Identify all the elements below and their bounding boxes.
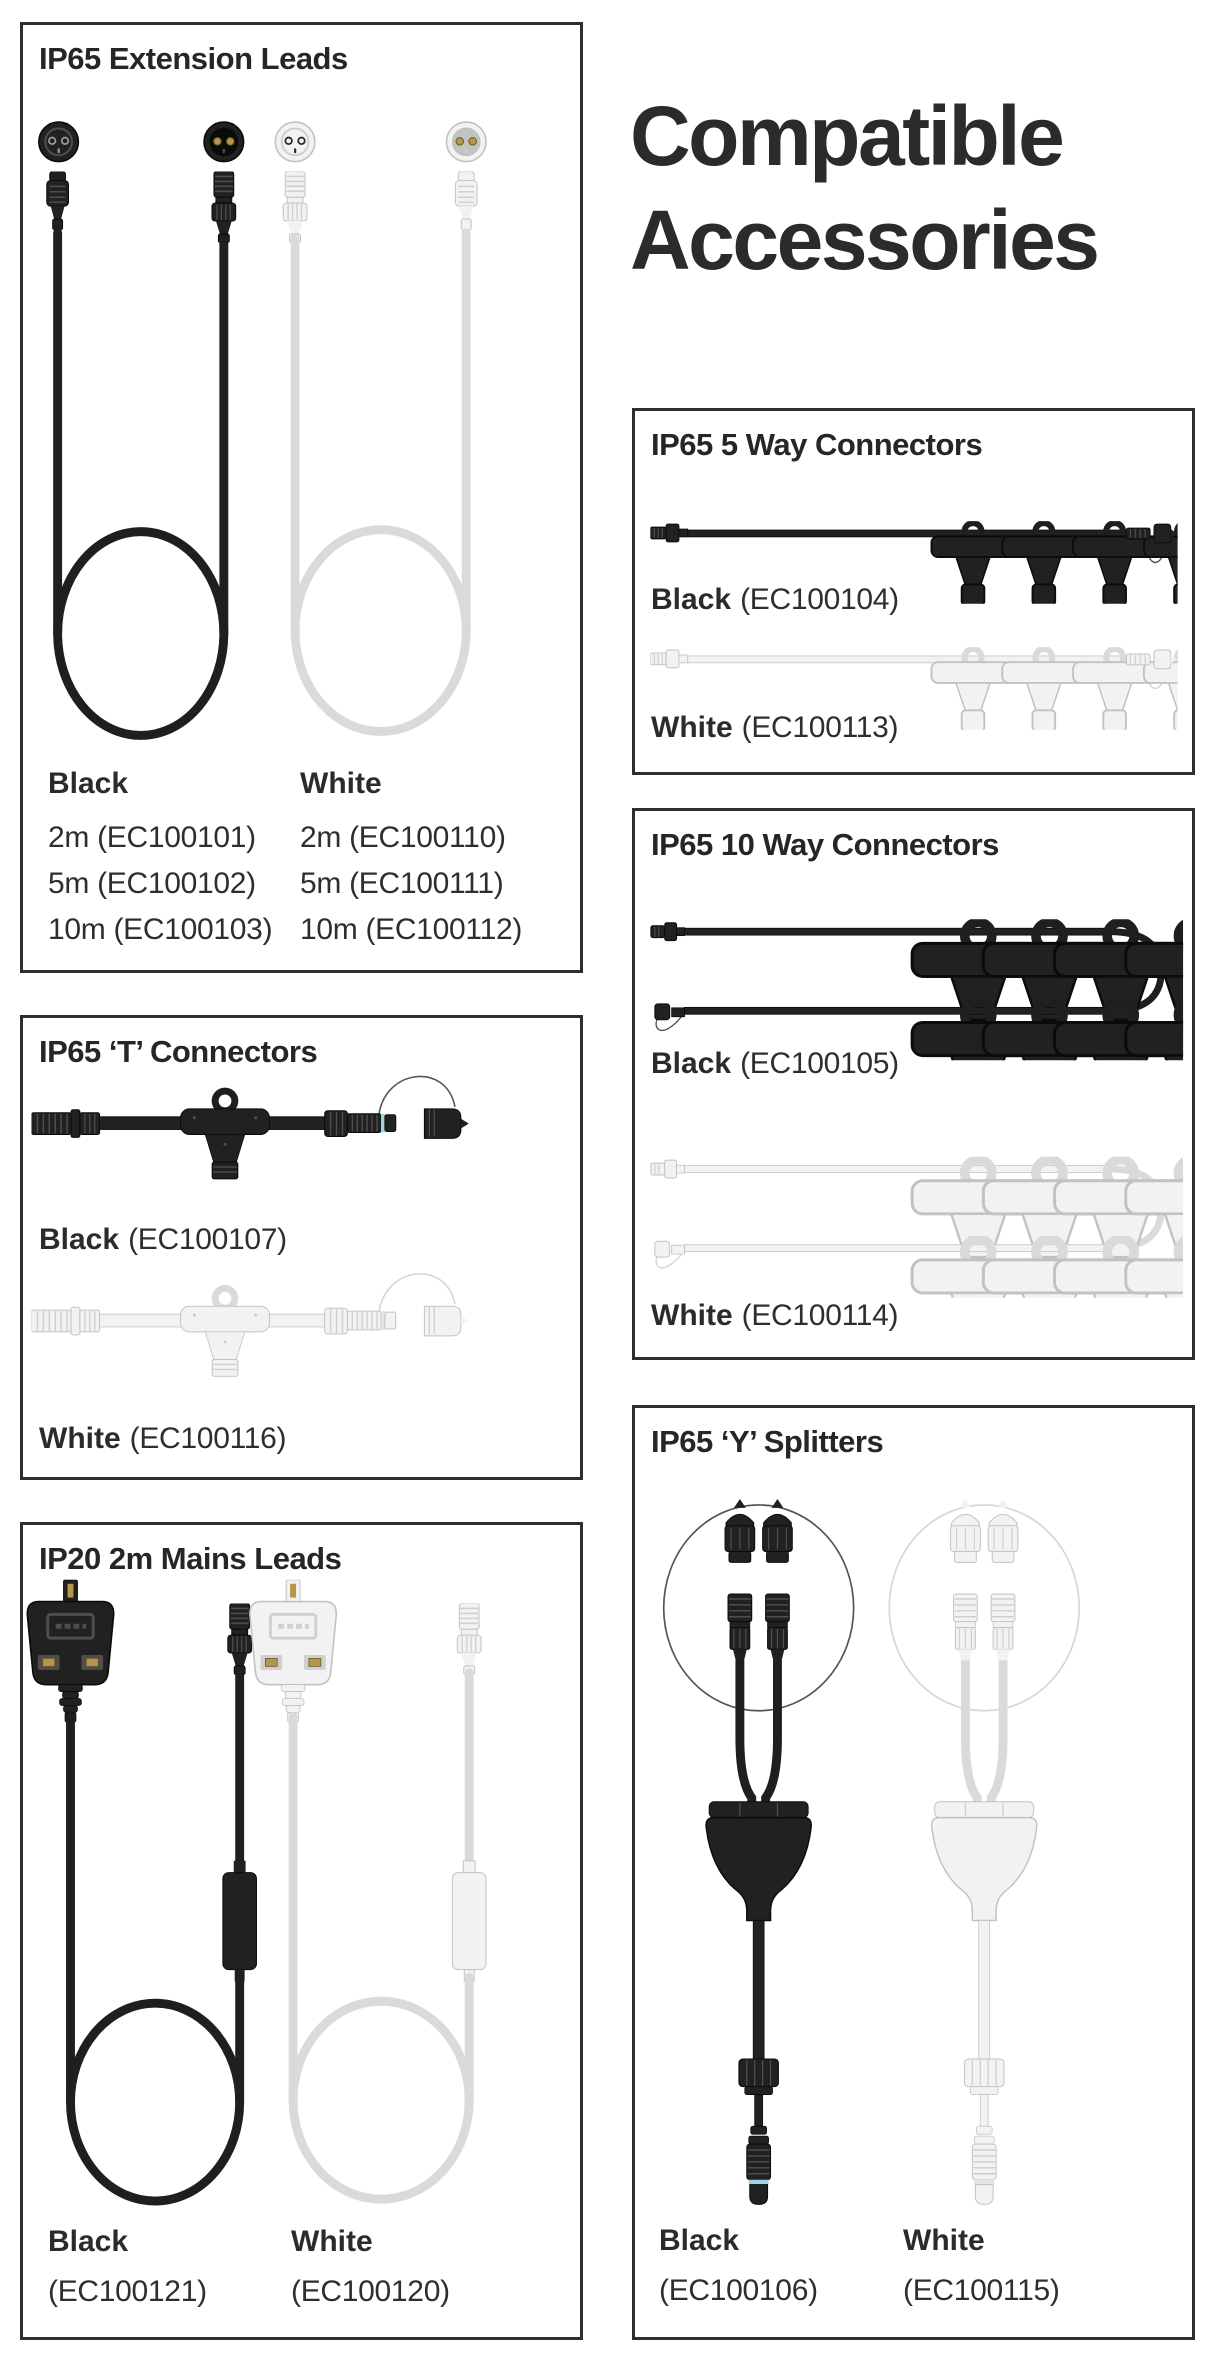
variant-code: (EC100113) xyxy=(741,711,899,744)
variant-white xyxy=(39,1422,286,1456)
variant-code: (EC100114) xyxy=(741,1299,899,1332)
panel-title: IP65 Extension Leads xyxy=(39,41,348,76)
variant-color-label: Black xyxy=(651,583,732,616)
color-label-black: Black xyxy=(659,2224,740,2257)
y-splitters-illustration xyxy=(635,1408,1192,2337)
product-code: 10m (EC100103) xyxy=(48,913,273,946)
page-title xyxy=(630,84,1098,292)
panel-extension-leads xyxy=(20,22,583,973)
product-code: 5m (EC100111) xyxy=(300,867,504,900)
product-code: (EC100120) xyxy=(291,2275,450,2308)
color-label-black: Black xyxy=(48,767,129,800)
variant-color-label: Black xyxy=(39,1223,120,1256)
variant-black xyxy=(651,1047,899,1081)
panel-mains-leads xyxy=(20,1522,583,2340)
variant-white xyxy=(651,711,898,745)
page-title-line1: Compatible xyxy=(630,89,1063,183)
product-code: (EC100106) xyxy=(659,2274,818,2307)
variant-code: (EC100105) xyxy=(740,1047,899,1080)
variant-code: (EC100116) xyxy=(129,1422,287,1455)
panel-ten-way-connectors xyxy=(632,808,1195,1360)
product-code: 2m (EC100110) xyxy=(300,821,506,854)
color-label-white: White xyxy=(291,2225,373,2258)
panel-five-way-connectors xyxy=(632,408,1195,775)
variant-black xyxy=(39,1223,287,1257)
mains-leads-illustration xyxy=(23,1525,580,2337)
product-code: (EC100115) xyxy=(903,2274,1060,2307)
product-code: (EC100121) xyxy=(48,2275,207,2308)
color-label-black: Black xyxy=(48,2225,129,2258)
variant-color-label: Black xyxy=(651,1047,732,1080)
variant-code: (EC100107) xyxy=(128,1223,287,1256)
panel-title: IP20 2m Mains Leads xyxy=(39,1541,342,1576)
color-label-white: White xyxy=(903,2224,985,2257)
panel-title: IP65 ‘T’ Connectors xyxy=(39,1034,318,1069)
panel-t-connectors xyxy=(20,1015,583,1480)
product-code: 5m (EC100102) xyxy=(48,867,256,900)
ten-way-illustration xyxy=(635,811,1192,1357)
variant-black xyxy=(651,583,899,617)
variant-color-label: White xyxy=(39,1422,121,1455)
color-label-white: White xyxy=(300,767,382,800)
product-code: 10m (EC100112) xyxy=(300,913,523,946)
page-title-line2: Accessories xyxy=(630,193,1098,287)
variant-code: (EC100104) xyxy=(740,583,899,616)
panel-title: IP65 5 Way Connectors xyxy=(651,427,983,462)
panel-y-splitters xyxy=(632,1405,1195,2340)
variant-color-label: White xyxy=(651,1299,733,1332)
panel-title: IP65 10 Way Connectors xyxy=(651,827,999,862)
product-code: 2m (EC100101) xyxy=(48,821,256,854)
variant-white xyxy=(651,1299,898,1333)
variant-color-label: White xyxy=(651,711,733,744)
panel-title: IP65 ‘Y’ Splitters xyxy=(651,1424,884,1459)
